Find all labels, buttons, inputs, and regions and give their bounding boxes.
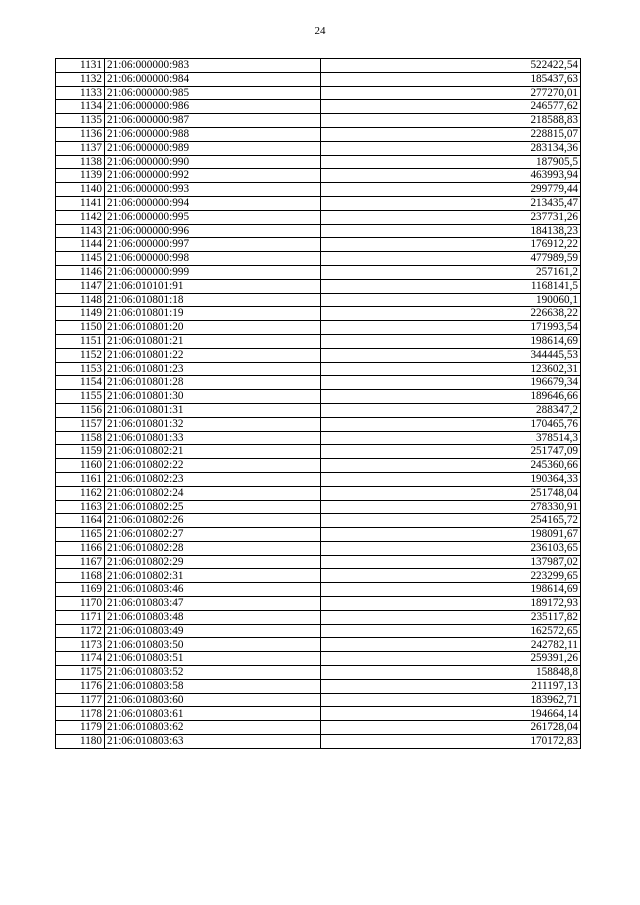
table-row	[56, 583, 581, 597]
value-cell: 226638,22	[321, 307, 581, 321]
row-number-cell: 1165	[56, 528, 105, 542]
cadastral-number-cell: 21:06:010801:20	[105, 321, 321, 335]
value-cell: 190060,1	[321, 293, 581, 307]
value-cell: 198614,69	[321, 583, 581, 597]
table-row	[56, 652, 581, 666]
row-number-cell: 1137	[56, 141, 105, 155]
table-row	[56, 390, 581, 404]
value-cell: 185437,63	[321, 72, 581, 86]
value-cell: 257161,2	[321, 265, 581, 279]
cadastral-number-cell: 21:06:010803:49	[105, 624, 321, 638]
cadastral-number-cell: 21:06:010801:30	[105, 390, 321, 404]
row-number-cell: 1177	[56, 693, 105, 707]
row-number-cell: 1134	[56, 100, 105, 114]
table-row	[56, 472, 581, 486]
cadastral-number-cell: 21:06:000000:996	[105, 224, 321, 238]
row-number-cell: 1175	[56, 666, 105, 680]
table-row	[56, 265, 581, 279]
row-number-cell: 1173	[56, 638, 105, 652]
row-number-cell: 1160	[56, 459, 105, 473]
row-number-cell: 1147	[56, 279, 105, 293]
row-number-cell: 1162	[56, 486, 105, 500]
row-number-cell: 1141	[56, 196, 105, 210]
cadastral-number-cell: 21:06:010802:25	[105, 500, 321, 514]
cadastral-number-cell: 21:06:010802:28	[105, 541, 321, 555]
cadastral-number-cell: 21:06:000000:988	[105, 127, 321, 141]
cadastral-number-cell: 21:06:010802:31	[105, 569, 321, 583]
cadastral-number-cell: 21:06:010801:19	[105, 307, 321, 321]
row-number-cell: 1179	[56, 721, 105, 735]
value-cell: 259391,26	[321, 652, 581, 666]
row-number-cell: 1171	[56, 610, 105, 624]
table-row	[56, 72, 581, 86]
cadastral-number-cell: 21:06:010803:63	[105, 735, 321, 749]
table-row	[56, 155, 581, 169]
table-row	[56, 141, 581, 155]
row-number-cell: 1164	[56, 514, 105, 528]
table-row	[56, 252, 581, 266]
value-cell: 228815,07	[321, 127, 581, 141]
table-row	[56, 183, 581, 197]
cadastral-number-cell: 21:06:000000:987	[105, 114, 321, 128]
row-number-cell: 1172	[56, 624, 105, 638]
table-row	[56, 431, 581, 445]
table-row	[56, 721, 581, 735]
row-number-cell: 1150	[56, 321, 105, 335]
cadastral-number-cell: 21:06:000000:985	[105, 86, 321, 100]
value-cell: 187905,5	[321, 155, 581, 169]
table-row	[56, 127, 581, 141]
cadastral-number-cell: 21:06:000000:997	[105, 238, 321, 252]
value-cell: 378514,3	[321, 431, 581, 445]
value-cell: 211197,13	[321, 679, 581, 693]
cadastral-number-cell: 21:06:000000:993	[105, 183, 321, 197]
row-number-cell: 1151	[56, 334, 105, 348]
cadastral-number-cell: 21:06:010803:50	[105, 638, 321, 652]
value-cell: 176912,22	[321, 238, 581, 252]
value-cell: 251748,04	[321, 486, 581, 500]
row-number-cell: 1142	[56, 210, 105, 224]
table-row	[56, 210, 581, 224]
table-row	[56, 86, 581, 100]
table-row	[56, 597, 581, 611]
value-cell: 477989,59	[321, 252, 581, 266]
row-number-cell: 1180	[56, 735, 105, 749]
table-row	[56, 279, 581, 293]
table-row	[56, 224, 581, 238]
value-cell: 237731,26	[321, 210, 581, 224]
cadastral-number-cell: 21:06:010802:26	[105, 514, 321, 528]
value-cell: 278330,91	[321, 500, 581, 514]
row-number-cell: 1161	[56, 472, 105, 486]
table-row	[56, 624, 581, 638]
value-cell: 283134,36	[321, 141, 581, 155]
table-row	[56, 362, 581, 376]
value-cell: 522422,54	[321, 59, 581, 73]
cadastral-number-cell: 21:06:010101:91	[105, 279, 321, 293]
table-row	[56, 735, 581, 749]
table-row	[56, 569, 581, 583]
value-cell: 254165,72	[321, 514, 581, 528]
value-cell: 299779,44	[321, 183, 581, 197]
cadastral-number-cell: 21:06:010803:48	[105, 610, 321, 624]
row-number-cell: 1140	[56, 183, 105, 197]
value-cell: 198091,67	[321, 528, 581, 542]
value-cell: 190364,33	[321, 472, 581, 486]
value-cell: 223299,65	[321, 569, 581, 583]
cadastral-number-cell: 21:06:010801:32	[105, 417, 321, 431]
cadastral-number-cell: 21:06:000000:990	[105, 155, 321, 169]
table-row	[56, 334, 581, 348]
table-row	[56, 445, 581, 459]
value-cell: 251747,09	[321, 445, 581, 459]
cadastral-number-cell: 21:06:010802:27	[105, 528, 321, 542]
row-number-cell: 1163	[56, 500, 105, 514]
table-row	[56, 486, 581, 500]
table-row	[56, 541, 581, 555]
cadastral-number-cell: 21:06:010801:31	[105, 403, 321, 417]
row-number-cell: 1153	[56, 362, 105, 376]
row-number-cell: 1158	[56, 431, 105, 445]
row-number-cell: 1145	[56, 252, 105, 266]
value-cell: 213435,47	[321, 196, 581, 210]
table-row	[56, 707, 581, 721]
table-row	[56, 528, 581, 542]
cadastral-number-cell: 21:06:010801:23	[105, 362, 321, 376]
table-row	[56, 321, 581, 335]
table-row	[56, 114, 581, 128]
value-cell: 123602,31	[321, 362, 581, 376]
value-cell: 196679,34	[321, 376, 581, 390]
table-row	[56, 638, 581, 652]
cadastral-number-cell: 21:06:010803:62	[105, 721, 321, 735]
cadastral-number-cell: 21:06:010803:61	[105, 707, 321, 721]
row-number-cell: 1135	[56, 114, 105, 128]
value-cell: 198614,69	[321, 334, 581, 348]
value-cell: 235117,82	[321, 610, 581, 624]
value-cell: 245360,66	[321, 459, 581, 473]
row-number-cell: 1166	[56, 541, 105, 555]
cadastral-number-cell: 21:06:000000:983	[105, 59, 321, 73]
value-cell: 236103,65	[321, 541, 581, 555]
table-row	[56, 693, 581, 707]
value-cell: 242782,11	[321, 638, 581, 652]
value-cell: 189646,66	[321, 390, 581, 404]
cadastral-number-cell: 21:06:010802:24	[105, 486, 321, 500]
table-row	[56, 376, 581, 390]
cadastral-number-cell: 21:06:010802:23	[105, 472, 321, 486]
table-row	[56, 100, 581, 114]
value-cell: 1168141,5	[321, 279, 581, 293]
table-row	[56, 169, 581, 183]
cadastral-number-cell: 21:06:010803:47	[105, 597, 321, 611]
cadastral-number-cell: 21:06:010802:22	[105, 459, 321, 473]
table-row	[56, 59, 581, 73]
table-row	[56, 666, 581, 680]
value-cell: 288347,2	[321, 403, 581, 417]
row-number-cell: 1174	[56, 652, 105, 666]
row-number-cell: 1167	[56, 555, 105, 569]
value-cell: 170172,83	[321, 735, 581, 749]
row-number-cell: 1131	[56, 59, 105, 73]
value-cell: 137987,02	[321, 555, 581, 569]
table-row	[56, 514, 581, 528]
cadastral-number-cell: 21:06:010803:51	[105, 652, 321, 666]
cadastral-number-cell: 21:06:010801:21	[105, 334, 321, 348]
value-cell: 194664,14	[321, 707, 581, 721]
row-number-cell: 1157	[56, 417, 105, 431]
table-row	[56, 610, 581, 624]
cadastral-number-cell: 21:06:000000:986	[105, 100, 321, 114]
row-number-cell: 1146	[56, 265, 105, 279]
row-number-cell: 1138	[56, 155, 105, 169]
cadastral-number-cell: 21:06:000000:992	[105, 169, 321, 183]
cadastral-number-cell: 21:06:000000:994	[105, 196, 321, 210]
table-row	[56, 500, 581, 514]
cadastral-number-cell: 21:06:010803:58	[105, 679, 321, 693]
cadastral-number-cell: 21:06:010801:18	[105, 293, 321, 307]
cadastral-number-cell: 21:06:010802:21	[105, 445, 321, 459]
value-cell: 246577,62	[321, 100, 581, 114]
table-row	[56, 417, 581, 431]
value-cell: 218588,83	[321, 114, 581, 128]
row-number-cell: 1149	[56, 307, 105, 321]
row-number-cell: 1133	[56, 86, 105, 100]
row-number-cell: 1136	[56, 127, 105, 141]
table-row	[56, 348, 581, 362]
cadastral-number-cell: 21:06:000000:999	[105, 265, 321, 279]
value-cell: 170465,76	[321, 417, 581, 431]
row-number-cell: 1144	[56, 238, 105, 252]
row-number-cell: 1178	[56, 707, 105, 721]
value-cell: 171993,54	[321, 321, 581, 335]
value-cell: 277270,01	[321, 86, 581, 100]
value-cell: 344445,53	[321, 348, 581, 362]
cadastral-number-cell: 21:06:000000:989	[105, 141, 321, 155]
value-cell: 463993,94	[321, 169, 581, 183]
value-cell: 183962,71	[321, 693, 581, 707]
table-row	[56, 238, 581, 252]
table-row	[56, 679, 581, 693]
value-cell: 158848,8	[321, 666, 581, 680]
cadastral-number-cell: 21:06:000000:984	[105, 72, 321, 86]
value-cell: 189172,93	[321, 597, 581, 611]
row-number-cell: 1139	[56, 169, 105, 183]
row-number-cell: 1154	[56, 376, 105, 390]
cadastral-number-cell: 21:06:010803:52	[105, 666, 321, 680]
value-cell: 184138,23	[321, 224, 581, 238]
cadastral-number-cell: 21:06:000000:995	[105, 210, 321, 224]
row-number-cell: 1176	[56, 679, 105, 693]
cadastral-number-cell: 21:06:010802:29	[105, 555, 321, 569]
cadastral-number-cell: 21:06:010803:60	[105, 693, 321, 707]
table-body	[56, 59, 581, 749]
row-number-cell: 1159	[56, 445, 105, 459]
cadastral-number-cell: 21:06:010801:28	[105, 376, 321, 390]
row-number-cell: 1168	[56, 569, 105, 583]
row-number-cell: 1152	[56, 348, 105, 362]
row-number-cell: 1170	[56, 597, 105, 611]
cadastral-value-table	[55, 58, 581, 749]
row-number-cell: 1169	[56, 583, 105, 597]
table-row	[56, 307, 581, 321]
table-row	[56, 459, 581, 473]
table-row	[56, 293, 581, 307]
page-number: 24	[314, 25, 326, 37]
table-row	[56, 403, 581, 417]
table-row	[56, 555, 581, 569]
cadastral-number-cell: 21:06:010801:33	[105, 431, 321, 445]
cadastral-number-cell: 21:06:010803:46	[105, 583, 321, 597]
row-number-cell: 1148	[56, 293, 105, 307]
row-number-cell: 1156	[56, 403, 105, 417]
cadastral-number-cell: 21:06:010801:22	[105, 348, 321, 362]
value-cell: 162572,65	[321, 624, 581, 638]
cadastral-number-cell: 21:06:000000:998	[105, 252, 321, 266]
row-number-cell: 1155	[56, 390, 105, 404]
row-number-cell: 1143	[56, 224, 105, 238]
table-row	[56, 196, 581, 210]
row-number-cell: 1132	[56, 72, 105, 86]
value-cell: 261728,04	[321, 721, 581, 735]
